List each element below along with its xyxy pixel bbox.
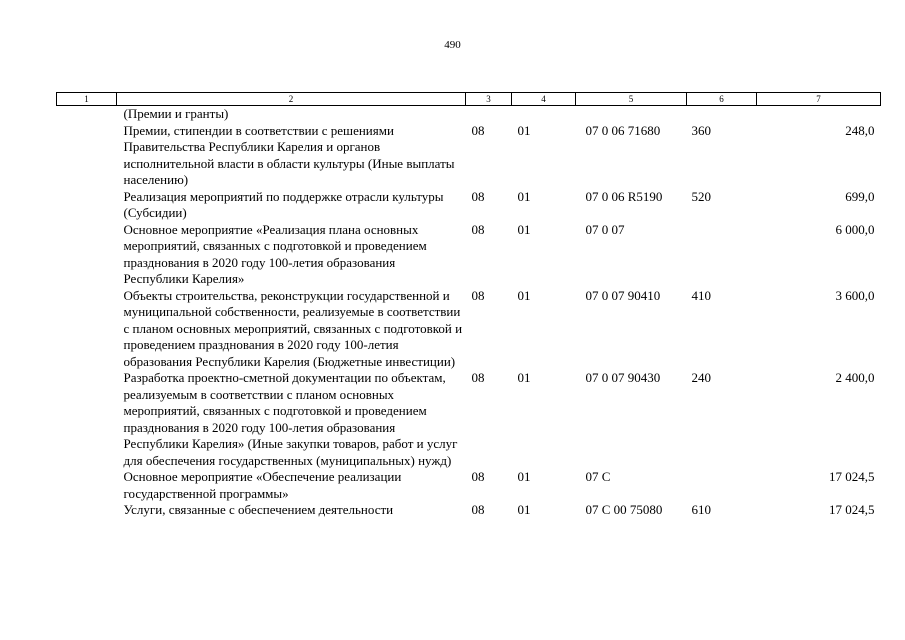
amount: 17 024,5 [829, 469, 875, 484]
amount [757, 106, 881, 123]
subsection-code: 01 [517, 188, 531, 204]
target-article-code: 07 0 07 90410 [585, 287, 661, 303]
row-number-cell [57, 370, 117, 469]
target-article-code: 07 С [585, 469, 611, 484]
item-name: Реализация мероприятий по поддержке отрасли культуры (Субсидии) [123, 188, 444, 220]
section-code: 08 [471, 502, 485, 517]
column-header: 2 [117, 93, 466, 106]
section-code [466, 106, 512, 123]
section-code: 08 [471, 370, 485, 385]
target-article-code [576, 106, 687, 123]
table-row [57, 123, 881, 189]
target-article-code: 07 0 07 90430 [585, 370, 661, 385]
page-number: 490 [444, 39, 461, 51]
table-row [57, 469, 881, 502]
target-article-code: 07 0 07 [585, 221, 625, 237]
target-article-code: 07 0 06 R5190 [585, 188, 663, 204]
expense-type-code: 360 [691, 122, 711, 138]
amount: 3 600,0 [835, 287, 875, 303]
target-article-code: 07 0 06 71680 [585, 122, 661, 138]
header-row [57, 93, 881, 106]
subsection-code: 01 [517, 370, 531, 385]
item-name: Разработка проектно-сметной документации по объектам, реализуемым в соответствии с планом основных мероприятий, связанных с подготовкой и проведением празднования в 2020 году 100-летия образования Республики Карелия» (Иные закупки товаров, работ и услуг для обеспечения государственных (муниципальных) нужд) [123, 370, 458, 468]
section-code: 08 [471, 122, 485, 138]
section-code: 08 [471, 221, 485, 237]
table-row [57, 222, 881, 288]
expense-type-code: 610 [691, 502, 711, 517]
row-number-cell [57, 189, 117, 222]
amount: 2 400,0 [835, 370, 875, 385]
expense-type-code [687, 222, 757, 288]
subsection-code: 01 [517, 122, 531, 138]
expense-type-code: 240 [691, 370, 711, 385]
row-number-cell [57, 123, 117, 189]
table-row [57, 106, 881, 123]
row-number-cell [57, 222, 117, 288]
amount: 17 024,5 [829, 502, 875, 517]
amount: 6 000,0 [835, 221, 875, 237]
row-number-cell [57, 288, 117, 371]
column-header: 7 [757, 93, 881, 106]
column-header: 6 [687, 93, 757, 106]
row-number-cell [57, 106, 117, 123]
amount: 699,0 [845, 188, 875, 204]
section-code: 08 [471, 469, 485, 484]
column-header: 1 [57, 93, 117, 106]
expense-type-code: 520 [691, 188, 711, 204]
item-name: Основное мероприятие «Реализация плана основных мероприятий, связанных с подготовкой и проведением празднования в 2020 году 100-летия образования Республики Карелия» [123, 221, 427, 286]
budget-table [56, 92, 881, 519]
table-row [57, 502, 881, 519]
row-number-cell [57, 502, 117, 519]
table-row [57, 288, 881, 371]
expense-type-code [687, 106, 757, 123]
column-header: 5 [576, 93, 687, 106]
amount: 248,0 [845, 122, 875, 138]
subsection-code: 01 [517, 502, 531, 517]
row-number-cell [57, 469, 117, 502]
item-name: Премии, стипендии в соответствии с решениями Правительства Республики Карелия и органов исполнительной власти в области культуры (Иные выплаты населению) [123, 122, 455, 187]
subsection-code: 01 [517, 469, 531, 484]
item-name: Услуги, связанные с обеспечением деятельности [123, 502, 394, 517]
target-article-code: 07 С 00 75080 [585, 502, 663, 517]
expense-type-code [687, 469, 757, 502]
expense-type-code: 410 [691, 287, 711, 303]
column-header: 4 [512, 93, 576, 106]
subsection-code: 01 [517, 221, 531, 237]
item-name: Основное мероприятие «Обеспечение реализации государственной программы» [123, 469, 402, 501]
table-row [57, 370, 881, 469]
item-name: Объекты строительства, реконструкции государственной и муниципальной собственности, реализуемые в соответствии с планом основных мероприятий, связанных с подготовкой и проведением празднования в 2020 году 100-летия образования Республики Карелия (Бюджетные инвестиции) [123, 287, 463, 369]
section-code: 08 [471, 287, 485, 303]
column-header: 3 [466, 93, 512, 106]
item-name: (Премии и гранты) [123, 106, 229, 121]
subsection-code: 01 [517, 287, 531, 303]
table-row [57, 189, 881, 222]
subsection-code [512, 106, 576, 123]
section-code: 08 [471, 188, 485, 204]
